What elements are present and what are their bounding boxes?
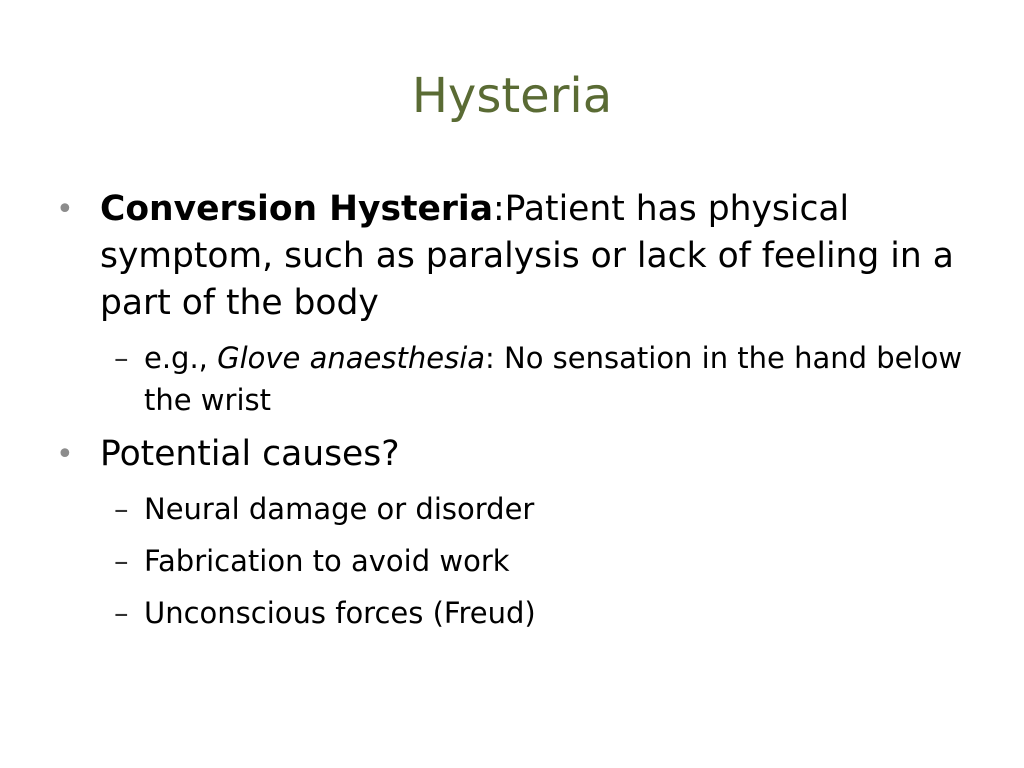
cause-text: Neural damage or disorder [144, 492, 535, 526]
sub-bullet-cause [100, 488, 976, 530]
example-term: Glove anaesthesia [217, 341, 486, 375]
dash-icon: – [114, 596, 129, 630]
example-text: : No sensation in the hand below the wrist [144, 341, 963, 417]
definition-text: :Patient has physical symptom, such as paralysis or lack of feeling in a part of the body [100, 189, 954, 323]
dash-icon: – [114, 341, 129, 375]
slide-title: Hysteria [411, 68, 613, 124]
sub-bullet-example [100, 337, 976, 421]
slide-content [56, 186, 976, 644]
dash-icon: – [114, 544, 129, 578]
bullet-dot-icon: • [56, 437, 74, 472]
dash-icon: – [114, 492, 129, 526]
bullet-potential-causes [56, 431, 976, 478]
cause-text: Unconscious forces (Freud) [144, 596, 536, 630]
sub-bullet-cause [100, 592, 976, 634]
bullet-text: Potential causes? [100, 434, 400, 474]
example-lead: e.g., [144, 341, 218, 375]
bullet-dot-icon: • [56, 192, 74, 227]
bullet-conversion-hysteria [56, 186, 976, 327]
cause-text: Fabrication to avoid work [144, 544, 510, 578]
term-conversion-hysteria: Conversion Hysteria [100, 189, 494, 229]
sub-bullet-cause [100, 540, 976, 582]
